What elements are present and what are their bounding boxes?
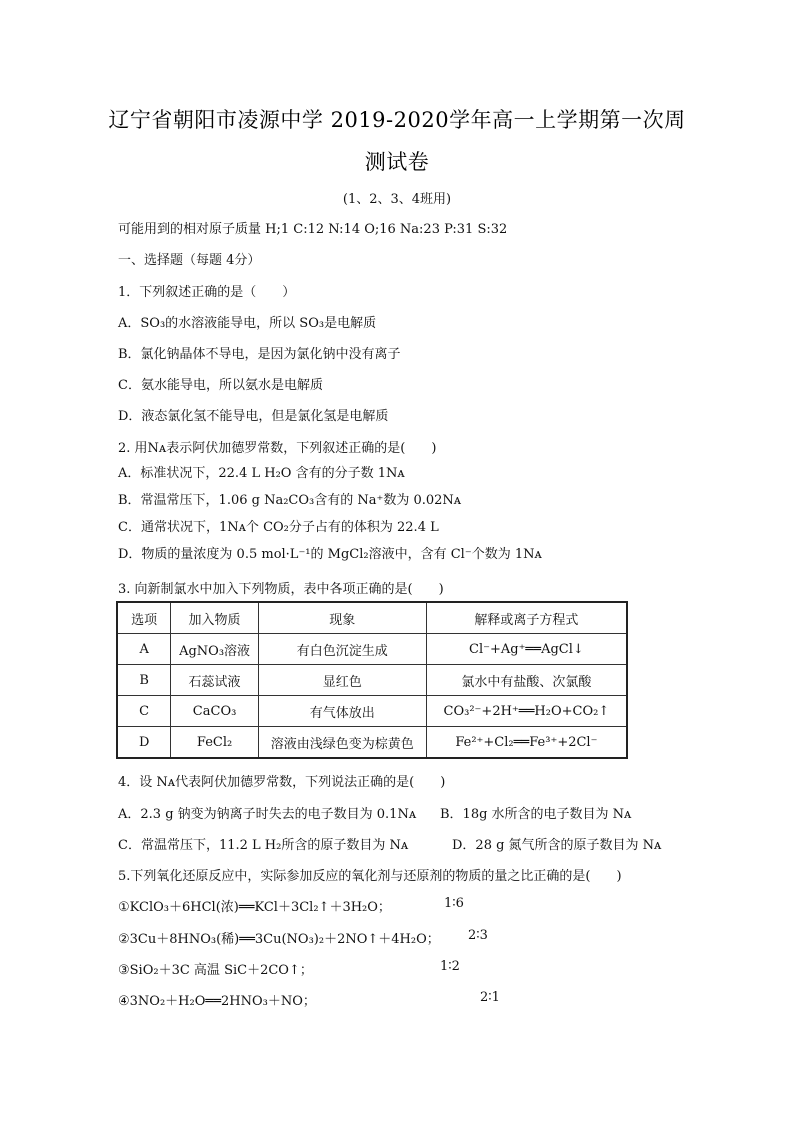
table-row (117, 727, 627, 759)
q5-ratio-1: 1∶6 (444, 896, 464, 911)
q5-equation-2: ②3Cu＋8HNO₃(稀)══3Cu(NO₃)₂＋2NO↑＋4H₂O； (118, 932, 440, 947)
table-cell: A (117, 634, 171, 665)
q1-option-b: B．氯化钠晶体不导电，是因为氯化钠中没有离子 (118, 347, 401, 362)
q5-ratio-2: 2∶3 (468, 928, 488, 943)
table-cell: CO₃²⁻+2H⁺══H₂O+CO₂↑ (426, 696, 627, 727)
table-header-cell: 现象 (258, 602, 426, 634)
q2-option-a: A．标准状况下，22.4 L H₂O 含有的分子数 1Nᴀ (118, 466, 405, 481)
q2-stem: 2. 用Nᴀ表示阿伏加德罗常数，下列叙述正确的是( ) (118, 441, 437, 456)
q5-equation-1: ①KClO₃＋6HCl(浓)══KCl＋3Cl₂↑＋3H₂O； (118, 900, 391, 915)
q3-table (116, 601, 628, 759)
atomic-mass-line: 可能用到的相对原子质量 H;1 C:12 N:14 O;16 Na:23 P:31 S:32 (118, 222, 508, 237)
exam-title-line2: 测试卷 (364, 150, 430, 174)
table-cell: 显红色 (258, 665, 426, 696)
q5-stem: 5.下列氧化还原反应中，实际参加反应的氧化剂与还原剂的物质的量之比正确的是( ) (118, 869, 622, 884)
q5-ratio-4: 2∶1 (480, 990, 500, 1005)
table-header-cell: 加入物质 (171, 602, 259, 634)
q4-option-c: C．常温常压下，11.2 L H₂所含的原子数目为 Nᴀ (118, 838, 409, 853)
table-header-row (117, 602, 627, 634)
table-cell: AgNO₃溶液 (171, 634, 259, 665)
exam-title-line1: 辽宁省朝阳市凌源中学 2019-2020学年高一上学期第一次周 (108, 108, 686, 132)
table-cell: Fe²⁺+Cl₂══Fe³⁺+2Cl⁻ (426, 727, 627, 759)
table-row (117, 696, 627, 727)
q3-stem: 3. 向新制氯水中加入下列物质，表中各项正确的是( ) (118, 582, 444, 597)
table-cell: Cl⁻+Ag⁺══AgCl↓ (426, 634, 627, 665)
table-header-cell: 选项 (117, 602, 171, 634)
q5-equation-4: ④3NO₂＋H₂O══2HNO₃＋NO； (118, 994, 316, 1009)
q2-option-d: D．物质的量浓度为 0.5 mol·L⁻¹的 MgCl₂溶液中，含有 Cl⁻个数为 1Nᴀ (118, 547, 542, 562)
table-cell: 有气体放出 (258, 696, 426, 727)
table-cell: 石蕊试液 (171, 665, 259, 696)
q1-stem: 1．下列叙述正确的是（ ） (118, 285, 296, 300)
q4-option-b: B．18g 水所含的电子数目为 Nᴀ (440, 807, 632, 822)
table-cell: C (117, 696, 171, 727)
table-row (117, 665, 627, 696)
table-row (117, 634, 627, 665)
q2-option-b: B．常温常压下，1.06 g Na₂CO₃含有的 Na⁺数为 0.02Nᴀ (118, 493, 462, 508)
table-cell: B (117, 665, 171, 696)
table-cell: D (117, 727, 171, 759)
table-cell: 有白色沉淀生成 (258, 634, 426, 665)
q4-stem: 4．设 Nᴀ代表阿伏加德罗常数，下列说法正确的是( ) (118, 775, 446, 790)
table-cell: 氯水中有盐酸、次氯酸 (426, 665, 627, 696)
section-heading: 一、选择题（每题 4分） (118, 253, 261, 268)
class-note: (1、2、3、4班用) (342, 192, 452, 207)
q1-option-a: A．SO₃的水溶液能导电，所以 SO₃是电解质 (118, 316, 377, 331)
table-cell: FeCl₂ (171, 727, 259, 759)
q1-option-c: C．氨水能导电，所以氨水是电解质 (118, 378, 323, 393)
q4-option-d: D．28 g 氮气所含的原子数目为 Nᴀ (452, 838, 662, 853)
table-header-cell: 解释或离子方程式 (426, 602, 627, 634)
q5-ratio-3: 1∶2 (440, 959, 460, 974)
table-cell: CaCO₃ (171, 696, 259, 727)
q5-equation-3: ③SiO₂＋3C 高温 SiC＋2CO↑； (118, 963, 313, 978)
table-cell: 溶液由浅绿色变为棕黄色 (258, 727, 426, 759)
q2-option-c: C．通常状况下，1Nᴀ个 CO₂分子占有的体积为 22.4 L (118, 520, 439, 535)
q1-option-d: D．液态氯化氢不能导电，但是氯化氢是电解质 (118, 409, 389, 424)
q4-option-a: A．2.3 g 钠变为钠离子时失去的电子数目为 0.1Nᴀ (118, 807, 417, 822)
